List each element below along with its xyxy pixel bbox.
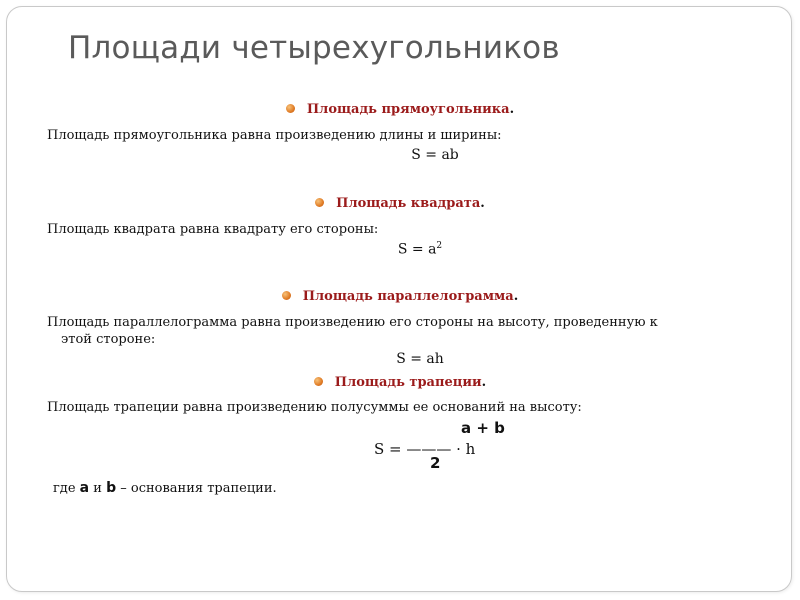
heading-period: . [480, 196, 485, 211]
note-and: и [93, 481, 102, 496]
heading-period: . [513, 289, 519, 304]
heading-square-label: Площадь квадрата [336, 196, 481, 211]
parallelogram-formula: S = ah [396, 351, 444, 367]
bullet-icon [315, 198, 324, 207]
parallelogram-description [47, 314, 737, 348]
heading-trapezoid [0, 375, 800, 390]
heading-rectangle-label: Площадь прямоугольника [306, 102, 510, 117]
heading-parallelogram-label: Площадь параллелограмма [302, 289, 514, 304]
slide-title: Площади четырехугольников [68, 30, 560, 66]
note-var-b: b [106, 480, 117, 496]
parallelogram-description-line1: Площадь параллелограмма равна произведению его стороны на высоту, проведенную к [47, 315, 658, 330]
note-suffix: – основания трапеции. [120, 481, 277, 496]
heading-period: . [481, 375, 487, 390]
rectangle-formula: S = ab [411, 147, 459, 163]
heading-square [0, 196, 800, 211]
note-prefix: где [53, 481, 76, 496]
parallelogram-description-line2: этой стороне: [61, 332, 156, 347]
square-formula-exponent: 2 [436, 241, 443, 251]
trapezoid-formula: S = ——— · h [374, 440, 476, 458]
bullet-icon [282, 291, 291, 300]
note-var-a: a [79, 480, 90, 496]
trapezoid-formula-numerator: a + b [461, 419, 505, 437]
square-formula-base: S = a [397, 241, 437, 258]
heading-trapezoid-label: Площадь трапеции [334, 375, 482, 390]
trapezoid-formula-denominator: 2 [430, 454, 441, 472]
rectangle-description: Площадь прямоугольника равна произведению длины и ширины: [47, 128, 502, 143]
bullet-icon [314, 377, 323, 386]
heading-rectangle [0, 102, 800, 117]
trapezoid-description: Площадь трапеции равна произведению полусуммы ее оснований на высоту: [47, 400, 582, 415]
trapezoid-note [53, 480, 277, 496]
heading-parallelogram [0, 289, 800, 304]
bullet-icon [286, 104, 295, 113]
square-formula [0, 241, 800, 258]
heading-period: . [509, 102, 515, 117]
square-description: Площадь квадрата равна квадрату его стороны: [47, 222, 379, 237]
